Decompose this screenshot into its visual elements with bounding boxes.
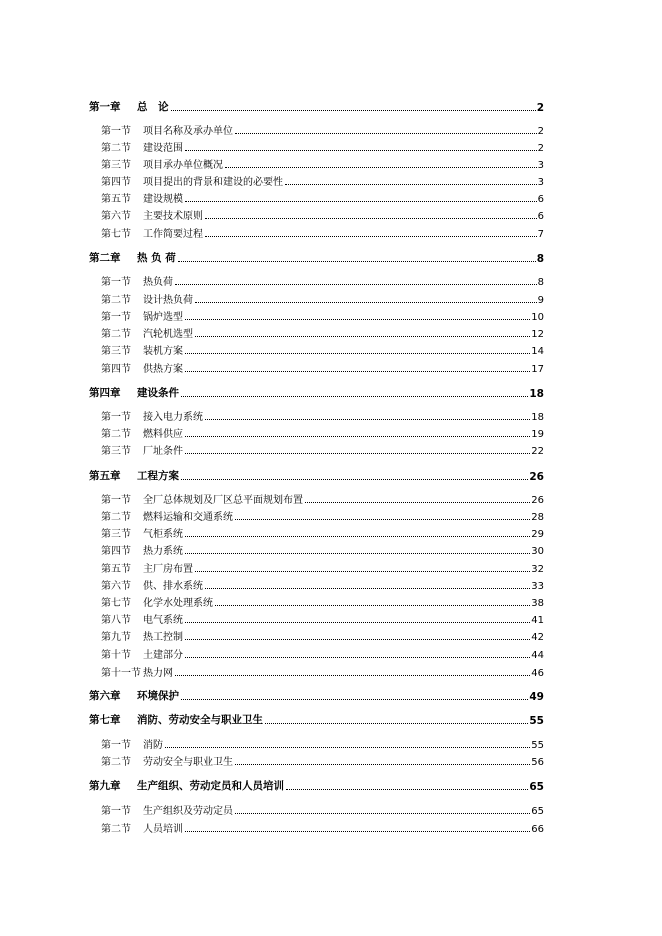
entry-title: 建设范围 — [143, 143, 183, 154]
entry-page-number: 66 — [531, 824, 544, 835]
toc-section-entry[interactable] — [101, 138, 544, 154]
entry-number: 第二节 — [101, 429, 131, 440]
entry-number: 第一节 — [101, 312, 131, 323]
entry-title: 热 负 荷 — [137, 252, 176, 264]
dot-leader — [185, 656, 530, 658]
entry-number: 第一章 — [89, 101, 121, 113]
toc-section-entry[interactable] — [101, 189, 544, 205]
entry-title: 项目提出的背景和建设的必要性 — [143, 177, 283, 188]
entry-page-number: 29 — [531, 529, 544, 540]
entry-number: 第一节 — [101, 495, 131, 506]
entry-title: 建设条件 — [137, 387, 179, 399]
entry-number: 第二章 — [89, 252, 121, 264]
entry-title: 全厂总体规划及厂区总平面规划布置 — [143, 495, 303, 506]
entry-page-number: 33 — [531, 581, 544, 592]
entry-title: 锅炉选型 — [143, 312, 183, 323]
dot-leader — [195, 301, 537, 303]
entry-page-number: 22 — [531, 446, 544, 457]
entry-number: 第六节 — [101, 581, 131, 592]
toc-section-entry[interactable] — [101, 155, 544, 171]
entry-title: 接入电力系统 — [143, 412, 203, 423]
dot-leader — [205, 217, 537, 219]
entry-page-number: 18 — [531, 412, 544, 423]
entry-page-number: 26 — [529, 471, 544, 483]
entry-number: 第二节 — [101, 824, 131, 835]
entry-page-number: 2 — [537, 126, 544, 137]
entry-title: 热力系统 — [143, 546, 183, 557]
dot-leader — [235, 812, 530, 814]
entry-number: 第一节 — [101, 277, 131, 288]
entry-title: 化学水处理系统 — [143, 598, 213, 609]
entry-title: 生产组织及劳动定员 — [143, 806, 233, 817]
toc-section-entry[interactable] — [101, 801, 544, 817]
entry-number: 第七节 — [101, 229, 131, 240]
toc-section-entry[interactable] — [101, 610, 544, 626]
entry-title: 热力网 — [143, 668, 173, 679]
dot-leader — [195, 335, 530, 337]
toc-section-entry[interactable] — [101, 507, 544, 523]
toc-section-entry[interactable] — [101, 541, 544, 557]
entry-title: 燃料供应 — [143, 429, 183, 440]
entry-title: 生产组织、劳动定员和人员培训 — [137, 780, 284, 792]
toc-chapter-entry[interactable] — [89, 98, 544, 114]
dot-leader — [185, 318, 530, 320]
entry-title: 主厂房布置 — [143, 564, 193, 575]
entry-number: 第三节 — [101, 446, 131, 457]
entry-title: 主要技术原则 — [143, 211, 203, 222]
dot-leader — [235, 132, 537, 134]
entry-title: 气柜系统 — [143, 529, 183, 540]
toc-section-entry[interactable] — [101, 206, 544, 222]
entry-page-number: 55 — [529, 715, 544, 727]
entry-number: 第五节 — [101, 194, 131, 205]
toc-section-entry[interactable] — [101, 307, 544, 323]
dot-leader — [265, 722, 528, 724]
toc-section-entry[interactable] — [101, 272, 544, 288]
entry-number: 第二节 — [101, 143, 131, 154]
entry-page-number: 14 — [531, 346, 544, 357]
entry-page-number: 6 — [537, 194, 544, 205]
entry-number: 第十一节 — [101, 668, 141, 679]
dot-leader — [165, 746, 530, 748]
dot-leader — [171, 109, 536, 111]
entry-number: 第八节 — [101, 615, 131, 626]
toc-section-entry[interactable] — [101, 559, 544, 575]
entry-page-number: 55 — [531, 740, 544, 751]
dot-leader — [185, 621, 530, 623]
dot-leader — [185, 830, 530, 832]
dot-leader — [185, 370, 530, 372]
entry-title: 项目承办单位概况 — [143, 160, 223, 171]
entry-number: 第一节 — [101, 806, 131, 817]
entry-page-number: 28 — [531, 512, 544, 523]
entry-title: 厂址条件 — [143, 446, 183, 457]
entry-title: 消防、劳动安全与职业卫生 — [137, 714, 263, 726]
dot-leader — [185, 149, 537, 151]
dot-leader — [185, 352, 530, 354]
entry-page-number: 65 — [531, 806, 544, 817]
entry-page-number: 9 — [537, 295, 544, 306]
entry-number: 第九章 — [89, 780, 121, 792]
entry-title: 土建部分 — [143, 650, 183, 661]
entry-number: 第四节 — [101, 177, 131, 188]
toc-chapter-entry[interactable] — [89, 711, 544, 727]
entry-page-number: 65 — [529, 781, 544, 793]
dot-leader — [185, 452, 530, 454]
toc-section-entry[interactable] — [101, 290, 544, 306]
entry-title: 设计热负荷 — [143, 295, 193, 306]
entry-title: 劳动安全与职业卫生 — [143, 757, 233, 768]
entry-number: 第四节 — [101, 546, 131, 557]
entry-title: 工作简要过程 — [143, 229, 203, 240]
toc-section-entry[interactable] — [101, 663, 544, 679]
entry-title: 汽轮机选型 — [143, 329, 193, 340]
entry-number: 第七章 — [89, 714, 121, 726]
toc-section-entry[interactable] — [101, 224, 544, 240]
dot-leader — [178, 260, 536, 262]
entry-page-number: 32 — [531, 564, 544, 575]
dot-leader — [185, 552, 530, 554]
dot-leader — [195, 570, 530, 572]
dot-leader — [205, 235, 537, 237]
toc-section-entry[interactable] — [101, 121, 544, 137]
entry-page-number: 3 — [537, 177, 544, 188]
toc-chapter-entry[interactable] — [89, 384, 544, 400]
entry-number: 第四节 — [101, 364, 131, 375]
entry-title: 消防 — [143, 740, 163, 751]
toc-chapter-entry[interactable] — [89, 249, 544, 265]
entry-title: 人员培训 — [143, 824, 183, 835]
entry-number: 第一节 — [101, 740, 131, 751]
dot-leader — [225, 166, 537, 168]
entry-page-number: 6 — [537, 211, 544, 222]
dot-leader — [185, 435, 530, 437]
dot-leader — [175, 283, 537, 285]
dot-leader — [215, 604, 530, 606]
entry-number: 第二节 — [101, 512, 131, 523]
toc-section-entry[interactable] — [101, 735, 544, 751]
dot-leader — [181, 478, 528, 480]
entry-page-number: 19 — [531, 429, 544, 440]
entry-number: 第一节 — [101, 126, 131, 137]
toc-section-entry[interactable] — [101, 441, 544, 457]
entry-number: 第三节 — [101, 160, 131, 171]
toc-chapter-entry[interactable] — [89, 777, 544, 793]
dot-leader — [181, 395, 528, 397]
entry-title: 装机方案 — [143, 346, 183, 357]
entry-title: 供热方案 — [143, 364, 183, 375]
entry-title: 项目名称及承办单位 — [143, 126, 233, 137]
toc-section-entry[interactable] — [101, 172, 544, 188]
entry-page-number: 10 — [531, 312, 544, 323]
entry-page-number: 8 — [536, 253, 544, 265]
entry-page-number: 41 — [531, 615, 544, 626]
toc-section-entry[interactable] — [101, 490, 544, 506]
entry-page-number: 30 — [531, 546, 544, 557]
entry-title: 燃料运输和交通系统 — [143, 512, 233, 523]
entry-title: 供、排水系统 — [143, 581, 203, 592]
entry-number: 第九节 — [101, 632, 131, 643]
entry-number: 第五节 — [101, 564, 131, 575]
entry-number: 第五章 — [89, 470, 121, 482]
toc-section-entry[interactable] — [101, 593, 544, 609]
toc-section-entry[interactable] — [101, 341, 544, 357]
entry-page-number: 8 — [537, 277, 544, 288]
dot-leader — [305, 501, 530, 503]
entry-number: 第三节 — [101, 529, 131, 540]
dot-leader — [175, 674, 530, 676]
toc-chapter-entry[interactable] — [89, 467, 544, 483]
entry-title: 热工控制 — [143, 632, 183, 643]
entry-title: 建设规模 — [143, 194, 183, 205]
dot-leader — [205, 587, 530, 589]
entry-title: 电气系统 — [143, 615, 183, 626]
toc-section-entry[interactable] — [101, 524, 544, 540]
entry-title: 总 论 — [137, 101, 169, 113]
entry-number: 第十节 — [101, 650, 131, 661]
toc-section-entry[interactable] — [101, 576, 544, 592]
entry-page-number: 7 — [537, 229, 544, 240]
entry-page-number: 56 — [531, 757, 544, 768]
entry-page-number: 18 — [529, 388, 544, 400]
entry-title: 环境保护 — [137, 690, 179, 702]
entry-number: 第七节 — [101, 598, 131, 609]
entry-title: 热负荷 — [143, 277, 173, 288]
entry-number: 第一节 — [101, 412, 131, 423]
entry-number: 第六章 — [89, 690, 121, 702]
entry-number: 第六节 — [101, 211, 131, 222]
entry-page-number: 12 — [531, 329, 544, 340]
dot-leader — [286, 788, 528, 790]
dot-leader — [235, 518, 530, 520]
dot-leader — [185, 200, 537, 202]
toc-section-entry[interactable] — [101, 324, 544, 340]
dot-leader — [181, 698, 528, 700]
dot-leader — [205, 418, 530, 420]
toc-section-entry[interactable] — [101, 752, 544, 768]
toc-section-entry[interactable] — [101, 645, 544, 661]
toc-chapter-entry[interactable] — [89, 687, 544, 703]
entry-number: 第四章 — [89, 387, 121, 399]
entry-title: 工程方案 — [137, 470, 179, 482]
entry-page-number: 49 — [529, 691, 544, 703]
entry-page-number: 46 — [531, 668, 544, 679]
dot-leader — [185, 535, 530, 537]
toc-section-entry[interactable] — [101, 819, 544, 835]
dot-leader — [285, 183, 537, 185]
toc-section-entry[interactable] — [101, 627, 544, 643]
entry-page-number: 26 — [531, 495, 544, 506]
entry-number: 第二节 — [101, 757, 131, 768]
entry-page-number: 38 — [531, 598, 544, 609]
entry-number: 第三节 — [101, 346, 131, 357]
entry-page-number: 3 — [537, 160, 544, 171]
entry-page-number: 2 — [537, 143, 544, 154]
toc-section-entry[interactable] — [101, 424, 544, 440]
entry-number: 第二节 — [101, 295, 131, 306]
toc-section-entry[interactable] — [101, 407, 544, 423]
toc-section-entry[interactable] — [101, 359, 544, 375]
entry-page-number: 42 — [531, 632, 544, 643]
dot-leader — [185, 638, 530, 640]
entry-page-number: 2 — [536, 102, 544, 114]
entry-page-number: 44 — [531, 650, 544, 661]
entry-number: 第二节 — [101, 329, 131, 340]
entry-page-number: 17 — [531, 364, 544, 375]
dot-leader — [235, 763, 530, 765]
